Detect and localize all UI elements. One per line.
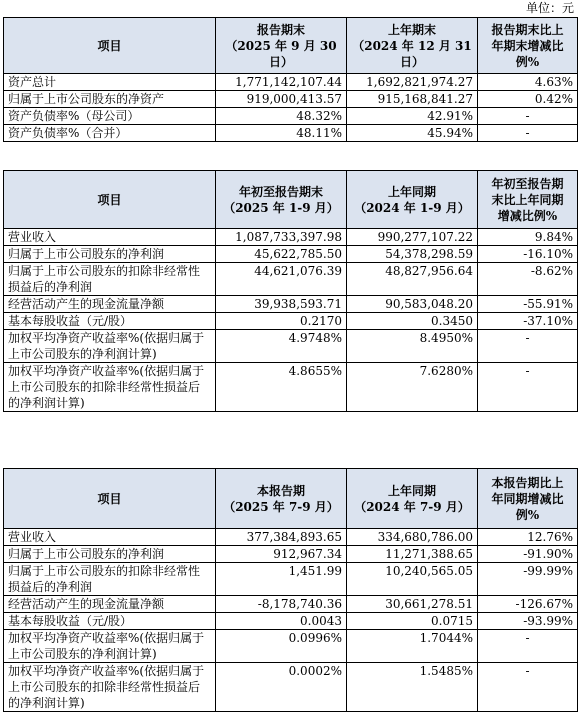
cell-change: 12.76% (478, 529, 578, 546)
cell-value: 1.7044% (347, 630, 478, 663)
header-prior-year-end: 上年期末 （2024 年 12 月 31 日） (347, 18, 478, 74)
row-label: 资产负债率%（母公司） (4, 108, 216, 125)
table-row (4, 263, 578, 296)
cell-change: - (478, 363, 578, 412)
row-label: 资产负债率%（合并） (4, 125, 216, 142)
table-row (4, 363, 578, 412)
cell-change: - (478, 108, 578, 125)
cell-change: - (478, 330, 578, 363)
row-label: 归属于上市公司股东的扣除非经常性损益后的净利润 (4, 263, 216, 296)
table-row (4, 313, 578, 330)
table-header-row (4, 18, 578, 74)
cell-change: - (478, 630, 578, 663)
cell-value: 7.6280% (347, 363, 478, 412)
row-label: 归属于上市公司股东的净利润 (4, 246, 216, 263)
cell-value: 42.91% (347, 108, 478, 125)
table-row (4, 330, 578, 363)
cell-value: 44,621,076.39 (216, 263, 347, 296)
table-row (4, 108, 578, 125)
cell-value: 377,384,893.65 (216, 529, 347, 546)
cell-value: 48.32% (216, 108, 347, 125)
table-balance-sheet (3, 17, 578, 142)
row-label: 归属于上市公司股东的净资产 (4, 91, 216, 108)
row-label: 基本每股收益（元/股） (4, 313, 216, 330)
cell-value: 48,827,956.64 (347, 263, 478, 296)
cell-value: -8,178,740.36 (216, 596, 347, 613)
table-row (4, 529, 578, 546)
cell-value: 1,451.99 (216, 563, 347, 596)
cell-value: 0.0043 (216, 613, 347, 630)
table-ytd-results (3, 170, 578, 412)
table-row (4, 91, 578, 108)
cell-value: 334,680,786.00 (347, 529, 478, 546)
cell-value: 1,771,142,107.44 (216, 74, 347, 91)
table-row (4, 630, 578, 663)
cell-value: 0.3450 (347, 313, 478, 330)
row-label: 归属于上市公司股东的净利润 (4, 546, 216, 563)
cell-change: -37.10% (478, 313, 578, 330)
row-label: 基本每股收益（元/股） (4, 613, 216, 630)
cell-change: 0.42% (478, 91, 578, 108)
cell-value: 4.9748% (216, 330, 347, 363)
cell-change: -8.62% (478, 263, 578, 296)
row-label: 归属于上市公司股东的扣除非经常性损益后的净利润 (4, 563, 216, 596)
cell-value: 11,271,388.65 (347, 546, 478, 563)
table-header-row (4, 171, 578, 229)
cell-change: 9.84% (478, 229, 578, 246)
cell-value: 54,378,298.59 (347, 246, 478, 263)
row-label: 加权平均净资产收益率%(依据归属于上市公司股东的扣除非经常性损益后的净利润计算) (4, 363, 216, 412)
cell-change: 4.63% (478, 74, 578, 91)
table-row (4, 246, 578, 263)
row-label: 营业收入 (4, 529, 216, 546)
table-row (4, 125, 578, 142)
row-label: 营业收入 (4, 229, 216, 246)
cell-change: - (478, 663, 578, 712)
cell-change: -55.91% (478, 296, 578, 313)
header-item: 项目 (4, 18, 216, 74)
cell-value: 39,938,593.71 (216, 296, 347, 313)
table-row (4, 546, 578, 563)
cell-value: 45.94% (347, 125, 478, 142)
row-label: 经营活动产生的现金流量净额 (4, 296, 216, 313)
cell-value: 45,622,785.50 (216, 246, 347, 263)
row-label: 加权平均净资产收益率%(依据归属于上市公司股东的扣除非经常性损益后的净利润计算) (4, 663, 216, 712)
cell-value: 912,967.34 (216, 546, 347, 563)
header-prior-period: 上年同期 （2024 年 7-9 月） (347, 469, 478, 529)
unit-label: 单位：元 (525, 1, 574, 15)
cell-value: 0.0002% (216, 663, 347, 712)
header-ytd: 年初至报告期末 （2025 年 1-9 月） (216, 171, 347, 229)
table-row (4, 613, 578, 630)
header-change-pct: 本报告期比上 年同期增减比 例% (478, 469, 578, 529)
cell-change: - (478, 125, 578, 142)
cell-value: 0.0996% (216, 630, 347, 663)
cell-value: 0.2170 (216, 313, 347, 330)
cell-value: 1.5485% (347, 663, 478, 712)
row-label: 经营活动产生的现金流量净额 (4, 596, 216, 613)
table-row (4, 296, 578, 313)
cell-change: -99.99% (478, 563, 578, 596)
header-prior-period: 上年同期 （2024 年 1-9 月） (347, 171, 478, 229)
row-label: 加权平均净资产收益率%(依据归属于上市公司股东的净利润计算) (4, 630, 216, 663)
table-header-row (4, 469, 578, 529)
cell-value: 10,240,565.05 (347, 563, 478, 596)
cell-value: 8.4950% (347, 330, 478, 363)
cell-value: 4.8655% (216, 363, 347, 412)
header-change-pct: 报告期末比上 年期末增减比 例% (478, 18, 578, 74)
header-change-pct: 年初至报告期 末比上年同期 增减比例% (478, 171, 578, 229)
cell-value: 1,692,821,974.27 (347, 74, 478, 91)
cell-value: 1,087,733,397.98 (216, 229, 347, 246)
table-row (4, 563, 578, 596)
cell-change: -16.10% (478, 246, 578, 263)
cell-change: -91.90% (478, 546, 578, 563)
cell-change: -126.67% (478, 596, 578, 613)
row-label: 加权平均净资产收益率%(依据归属于上市公司股东的净利润计算) (4, 330, 216, 363)
cell-value: 990,277,107.22 (347, 229, 478, 246)
cell-value: 915,168,841.27 (347, 91, 478, 108)
table-row (4, 74, 578, 91)
header-current-quarter: 本报告期 （2025 年 7-9 月） (216, 469, 347, 529)
cell-change: -93.99% (478, 613, 578, 630)
table-row (4, 663, 578, 712)
table-row (4, 596, 578, 613)
header-item: 项目 (4, 469, 216, 529)
table-quarter-results (3, 468, 578, 712)
row-label: 资产总计 (4, 74, 216, 91)
header-item: 项目 (4, 171, 216, 229)
table-row (4, 229, 578, 246)
cell-value: 90,583,048.20 (347, 296, 478, 313)
cell-value: 919,000,413.57 (216, 91, 347, 108)
header-period-end: 报告期末 （2025 年 9 月 30 日） (216, 18, 347, 74)
cell-value: 0.0715 (347, 613, 478, 630)
cell-value: 48.11% (216, 125, 347, 142)
cell-value: 30,661,278.51 (347, 596, 478, 613)
